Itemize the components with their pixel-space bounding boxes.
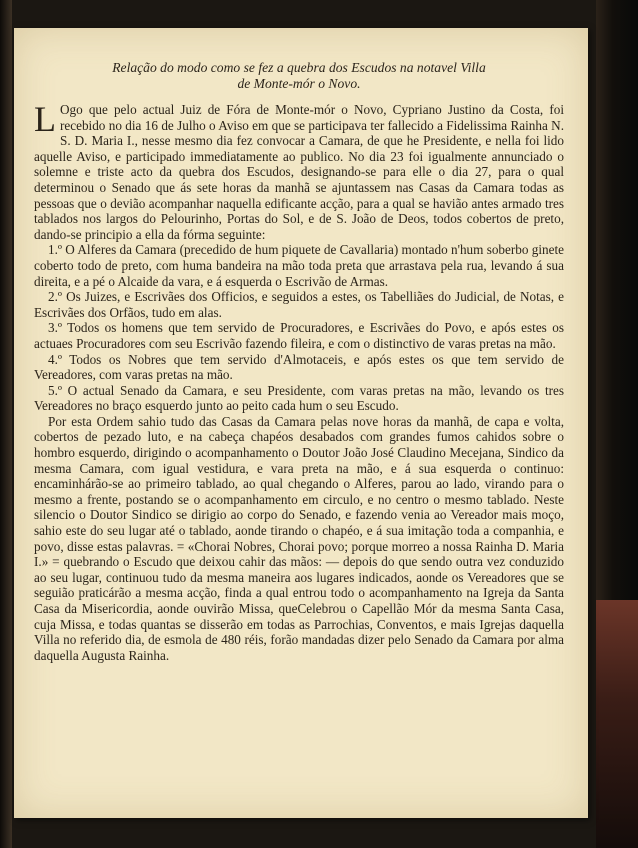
book-spine [0, 0, 12, 848]
paragraph-intro-text: Ogo que pelo actual Juiz de Fóra de Monte-mór o Novo, Cypriano Justino da Costa, foi recebido no dia 16 de Julho o Aviso em que se participava ter fallecido a Fidelissima Rainha N. S. D. Maria I., nesse mesmo dia fez convocar a Camara, de que he Presidente, e nella foi lido aquelle Aviso, e participado immediatamente ao publico. No dia 23 foi igualmente annunciado o solemne e triste acto da quebra dos Escudos, designando-se para elle o dia 27, para o qual determinou o Senado que ás sete horas da manhã se ajuntassem nas Casas da Camara todas as pessoas que o devião acompanhar naquella edificante acção, para a qual se havião antes armado tres tablados nos largos do Pelourinho, Portas do Sol, e de S. João de Deos, todos cobertos de preto, dando-se principio a ella da fórma seguinte: [34, 102, 564, 242]
title-line-2: de Monte-mór o Novo. [237, 76, 361, 91]
drop-cap: L [34, 99, 56, 139]
paragraph-item-3: 3.º Todos os homens que tem servido de Procuradores, e Escrivães do Povo, e após estes os actuaes Procuradores com seu Escrivão fazendo fileira, e com o distinctivo de varas pretas na mão. [34, 320, 564, 351]
paragraph-item-5: 5.º O actual Senado da Camara, e seu Presidente, com varas pretas na mão, levando os tres Vereadores no braço esquerdo junto ao peito cada hum o seu Escudo. [34, 382, 564, 414]
title-line-1: Relação do modo como se fez a quebra dos Escudos na notavel Villa [112, 60, 486, 75]
paragraph-item-2: 2.º Os Juizes, e Escrivães dos Officios, e seguidos a estes, os Tabelliães do Judicial, de Notas, e Escrivães dos Orfãos, tudo em alas. [34, 289, 564, 320]
paragraph-intro [34, 99, 564, 242]
book-edge-lower [596, 600, 638, 848]
document-title [34, 60, 564, 92]
paragraph-item-1: 1.º O Alferes da Camara (precedido de hum piquete de Cavallaria) montado n'hum soberbo ginete coberto todo de preto, com huma bandeira na mão toda preta que arrastava pela rua, levando á sua direita, e a pé o Alcaide da vara, e á esquerda o Escrivão de Armas. [34, 242, 564, 289]
paragraph-item-4: 4.º Todos os Nobres que tem servido d'Almotaceis, e após estes os que tem servido de Vereadores, com varas pretas na mão. [34, 351, 564, 383]
document-page [14, 28, 588, 818]
document-body [34, 60, 564, 663]
paragraph-procession: Por esta Ordem sahio tudo das Casas da Camara pelas nove horas da manhã, de capa e volta, cobertos de pezado luto, e na cabeça chapéos desabados com grandes fumos cahidos sobre o hombro esquerdo, dirigindo o acompanhamento o Doutor João José Claudino Mecejana, Sindico da mesma Camara, com igual vestidura, e vara preta na mão, e á sua esquerda o continuo: encaminhárão-se ao primeiro tablado, ao qual chegando o Alferes, parou ao lado, virando para o mesmo a frente, postando se o acompanhamento em circulo, e no centro o mesmo tablado. Neste silencio o Doutor Sindico se dirigio ao corpo do Senado, e fazendo venia ao Vereador mais moço, sahio este do seu lugar até o tablado, aonde tirando o chapéo, e á sua imitação toda a companhia, e povo, disse estas palavras. = «Chorai Nobres, Chorai povo; porque morreo a nossa Rainha D. Maria I.» = quebrando o Escudo que deixou cahir das mãos: — depois do que sendo outra vez conduzido ao seu lugar, continuou tudo da mesma maneira aos lugares indicados, aonde os Vereadores que se seguião praticárão a mesma acção, finda a qual entrou todo o acompanhamento na Igreja da Santa Casa da Misericordia, aonde ouvirão Missa, queCelebrou o Capellão Mór da mesma Santa Casa, cuja Missa, e todas quantas se disserão em todas as Parrochias, Conventos, e mais Igrejas daquella Villa no referido dia, de esmola de 480 réis, forão mandadas dizer pelo Senado da Camara por alma daquella Augusta Rainha. [34, 413, 564, 663]
